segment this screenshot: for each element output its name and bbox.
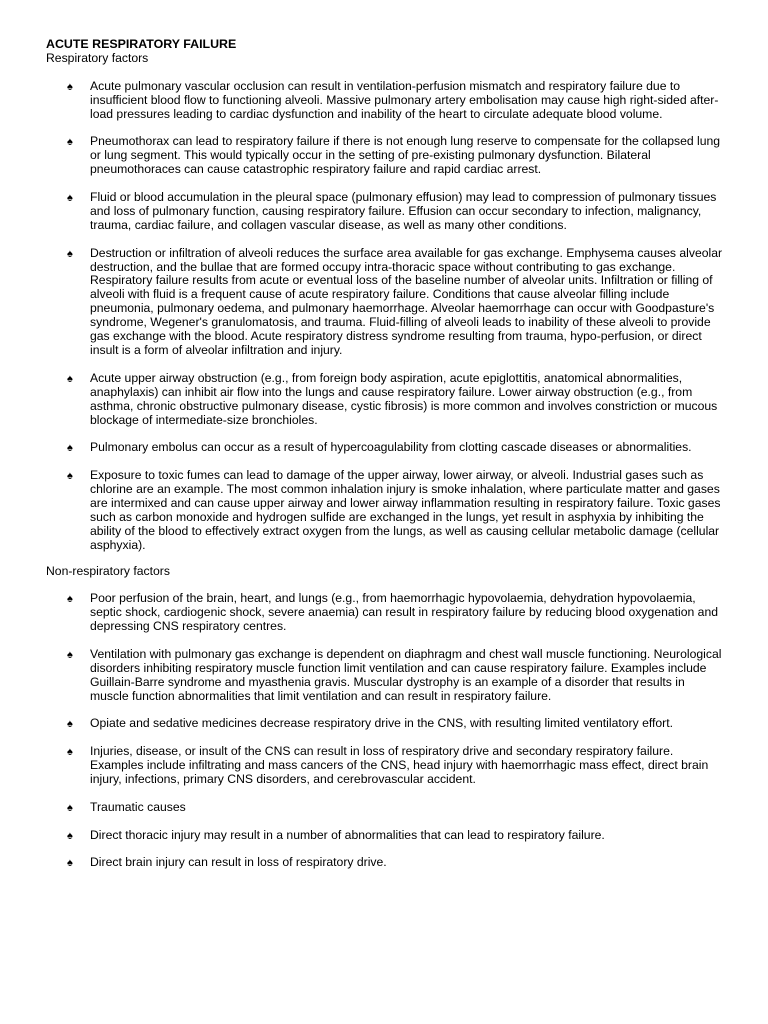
- list-item: [46, 829, 726, 843]
- list-item-text: Pneumothorax can lead to respiratory failure if there is not enough lung reserve to compensate for the collapsed lung or lung segment. This would typically occur in the setting of pre-existing pulmonary dysfunction. Bilateral pneumothoraces can cause catastrophic respiratory failure and rapid cardiac arrest.: [90, 134, 721, 177]
- list-item: [46, 801, 726, 815]
- spade-bullet-icon: ♠: [67, 857, 73, 870]
- list-item-text: Acute pulmonary vascular occlusion can result in ventilation-perfusion mismatch and respiratory failure due to insufficient blood flow to functioning alveoli. Massive pulmonary artery embolisation may cause high right-sided after-load pressures leading to cardiac dysfunction and inability of the heart to circulate adequate blood volume.: [90, 78, 719, 121]
- list-item-text: Direct thoracic injury may result in a number of abnormalities that can lead to respiratory failure.: [90, 827, 605, 842]
- list-item-text: Destruction or infiltration of alveoli reduces the surface area available for gas exchange. Emphysema causes alveolar destruction, and the bullae that are formed occupy intra-thoracic space without contributing to gas exchange. Respiratory failure results from acute or eventual loss of the baseline number of alveolar units. Infiltration or filling of alveoli with fluid is a frequent cause of acute respiratory failure. Conditions that cause alveolar filling include pneumonia, pulmonary oedema, and pulmonary haemorrhage. Alveolar haemorrhage can occur with Goodpasture's syndrome, Wegener's granulomatosis, and trauma. Fluid-filling of alveoli leads to inability of these alveoli to provide gas exchange with the blood. Acute respiratory distress syndrome resulting from trauma, hypo-perfusion, or direct insult is a form of alveolar infiltration and injury.: [90, 245, 723, 357]
- spade-bullet-icon: ♠: [67, 80, 73, 93]
- spade-bullet-icon: ♠: [67, 136, 73, 149]
- list-item-text: Pulmonary embolus can occur as a result of hypercoagulability from clotting cascade diseases or abnormalities.: [90, 440, 692, 455]
- list-item: [46, 247, 726, 358]
- list-item: [46, 648, 726, 704]
- list-item: [46, 191, 726, 233]
- section-heading: Non-respiratory factors: [46, 563, 170, 578]
- spade-bullet-icon: ♠: [67, 829, 73, 842]
- spade-bullet-icon: ♠: [67, 648, 73, 661]
- list-item: [46, 745, 726, 787]
- list-item-text: Exposure to toxic fumes can lead to damage of the upper airway, lower airway, or alveoli. Industrial gases such as chlorine are an example. The most common inhalation injury is smoke inhalation, where particulate matter and gases are intermixed and can cause upper airway and lower airway inflammation resulting in respiratory failure. Toxic gases such as carbon monoxide and hydrogen sulfide are exchanged in the lungs, yet result in asphyxia by inhibiting the ability of the blood to effectively extract oxygen from the lungs, as well as causing cellular metabolic damage (cellular asphyxia).: [90, 468, 721, 552]
- document-title: ACUTE RESPIRATORY FAILURE: [46, 37, 237, 51]
- list-item: [46, 441, 726, 455]
- list-item-text: Traumatic causes: [90, 799, 186, 814]
- spade-bullet-icon: ♠: [67, 470, 73, 483]
- list-item: [46, 469, 726, 552]
- section-non-respiratory-factors: [46, 565, 726, 871]
- spade-bullet-icon: ♠: [67, 247, 73, 260]
- spade-bullet-icon: ♠: [67, 746, 73, 759]
- bullet-list: [46, 592, 726, 870]
- section-respiratory-factors: [46, 52, 726, 553]
- list-item: [46, 592, 726, 634]
- list-item-text: Acute upper airway obstruction (e.g., from foreign body aspiration, acute epiglottitis, anatomical abnormalities, anaphylaxis) can inhibit air flow into the lungs and cause respiratory failure. Lower airway obstruction (e.g., from asthma, chronic obstructive pulmonary disease, cystic fibrosis) is more common and involves constriction or mucous blockage of intermediate-size bronchioles.: [90, 370, 718, 427]
- list-item: [46, 372, 726, 428]
- list-item: [46, 135, 726, 177]
- list-item-text: Direct brain injury can result in loss of respiratory drive.: [90, 855, 387, 870]
- spade-bullet-icon: ♠: [67, 718, 73, 731]
- list-item-text: Opiate and sedative medicines decrease respiratory drive in the CNS, with resulting limited ventilatory effort.: [90, 716, 674, 731]
- list-item-text: Fluid or blood accumulation in the pleural space (pulmonary effusion) may lead to compression of pulmonary tissues and loss of pulmonary function, causing respiratory failure. Effusion can occur secondary to infection, malignancy, trauma, cardiac failure, and collagen vascular disease, as well as many other conditions.: [90, 190, 717, 232]
- list-item-text: Ventilation with pulmonary gas exchange is dependent on diaphragm and chest wall muscle functioning. Neurological disorders inhibiting respiratory muscle function limit ventilation and can cause respiratory failure. Examples include Guillain-Barre syndrome and myasthenia gravis. Muscular dystrophy is an example of a disorder that results in muscle function abnormalities that limit ventilation and can result in respiratory failure.: [90, 646, 722, 703]
- list-item-text: Poor perfusion of the brain, heart, and lungs (e.g., from haemorrhagic hypovolaemia, dehydration hypovolaemia, septic shock, cardiogenic shock, severe anaemia) can result in respiratory failure by reducing blood oxygenation and depressing CNS respiratory centres.: [90, 591, 719, 634]
- document-page: [46, 38, 726, 870]
- list-item: [46, 856, 726, 870]
- bullet-list: [46, 80, 726, 553]
- spade-bullet-icon: ♠: [67, 372, 73, 385]
- spade-bullet-icon: ♠: [67, 442, 73, 455]
- list-item-text: Injuries, disease, or insult of the CNS can result in loss of respiratory drive and secondary respiratory failure. Examples include infiltrating and mass cancers of the CNS, head injury with haemorrhagic mass effect, direct brain injury, infections, primary CNS disorders, and cerebrovascular accident.: [90, 744, 709, 787]
- list-item: [46, 80, 726, 122]
- section-heading: Respiratory factors: [46, 50, 149, 65]
- list-item: [46, 717, 726, 731]
- spade-bullet-icon: ♠: [67, 593, 73, 606]
- spade-bullet-icon: ♠: [67, 801, 73, 814]
- spade-bullet-icon: ♠: [67, 192, 73, 205]
